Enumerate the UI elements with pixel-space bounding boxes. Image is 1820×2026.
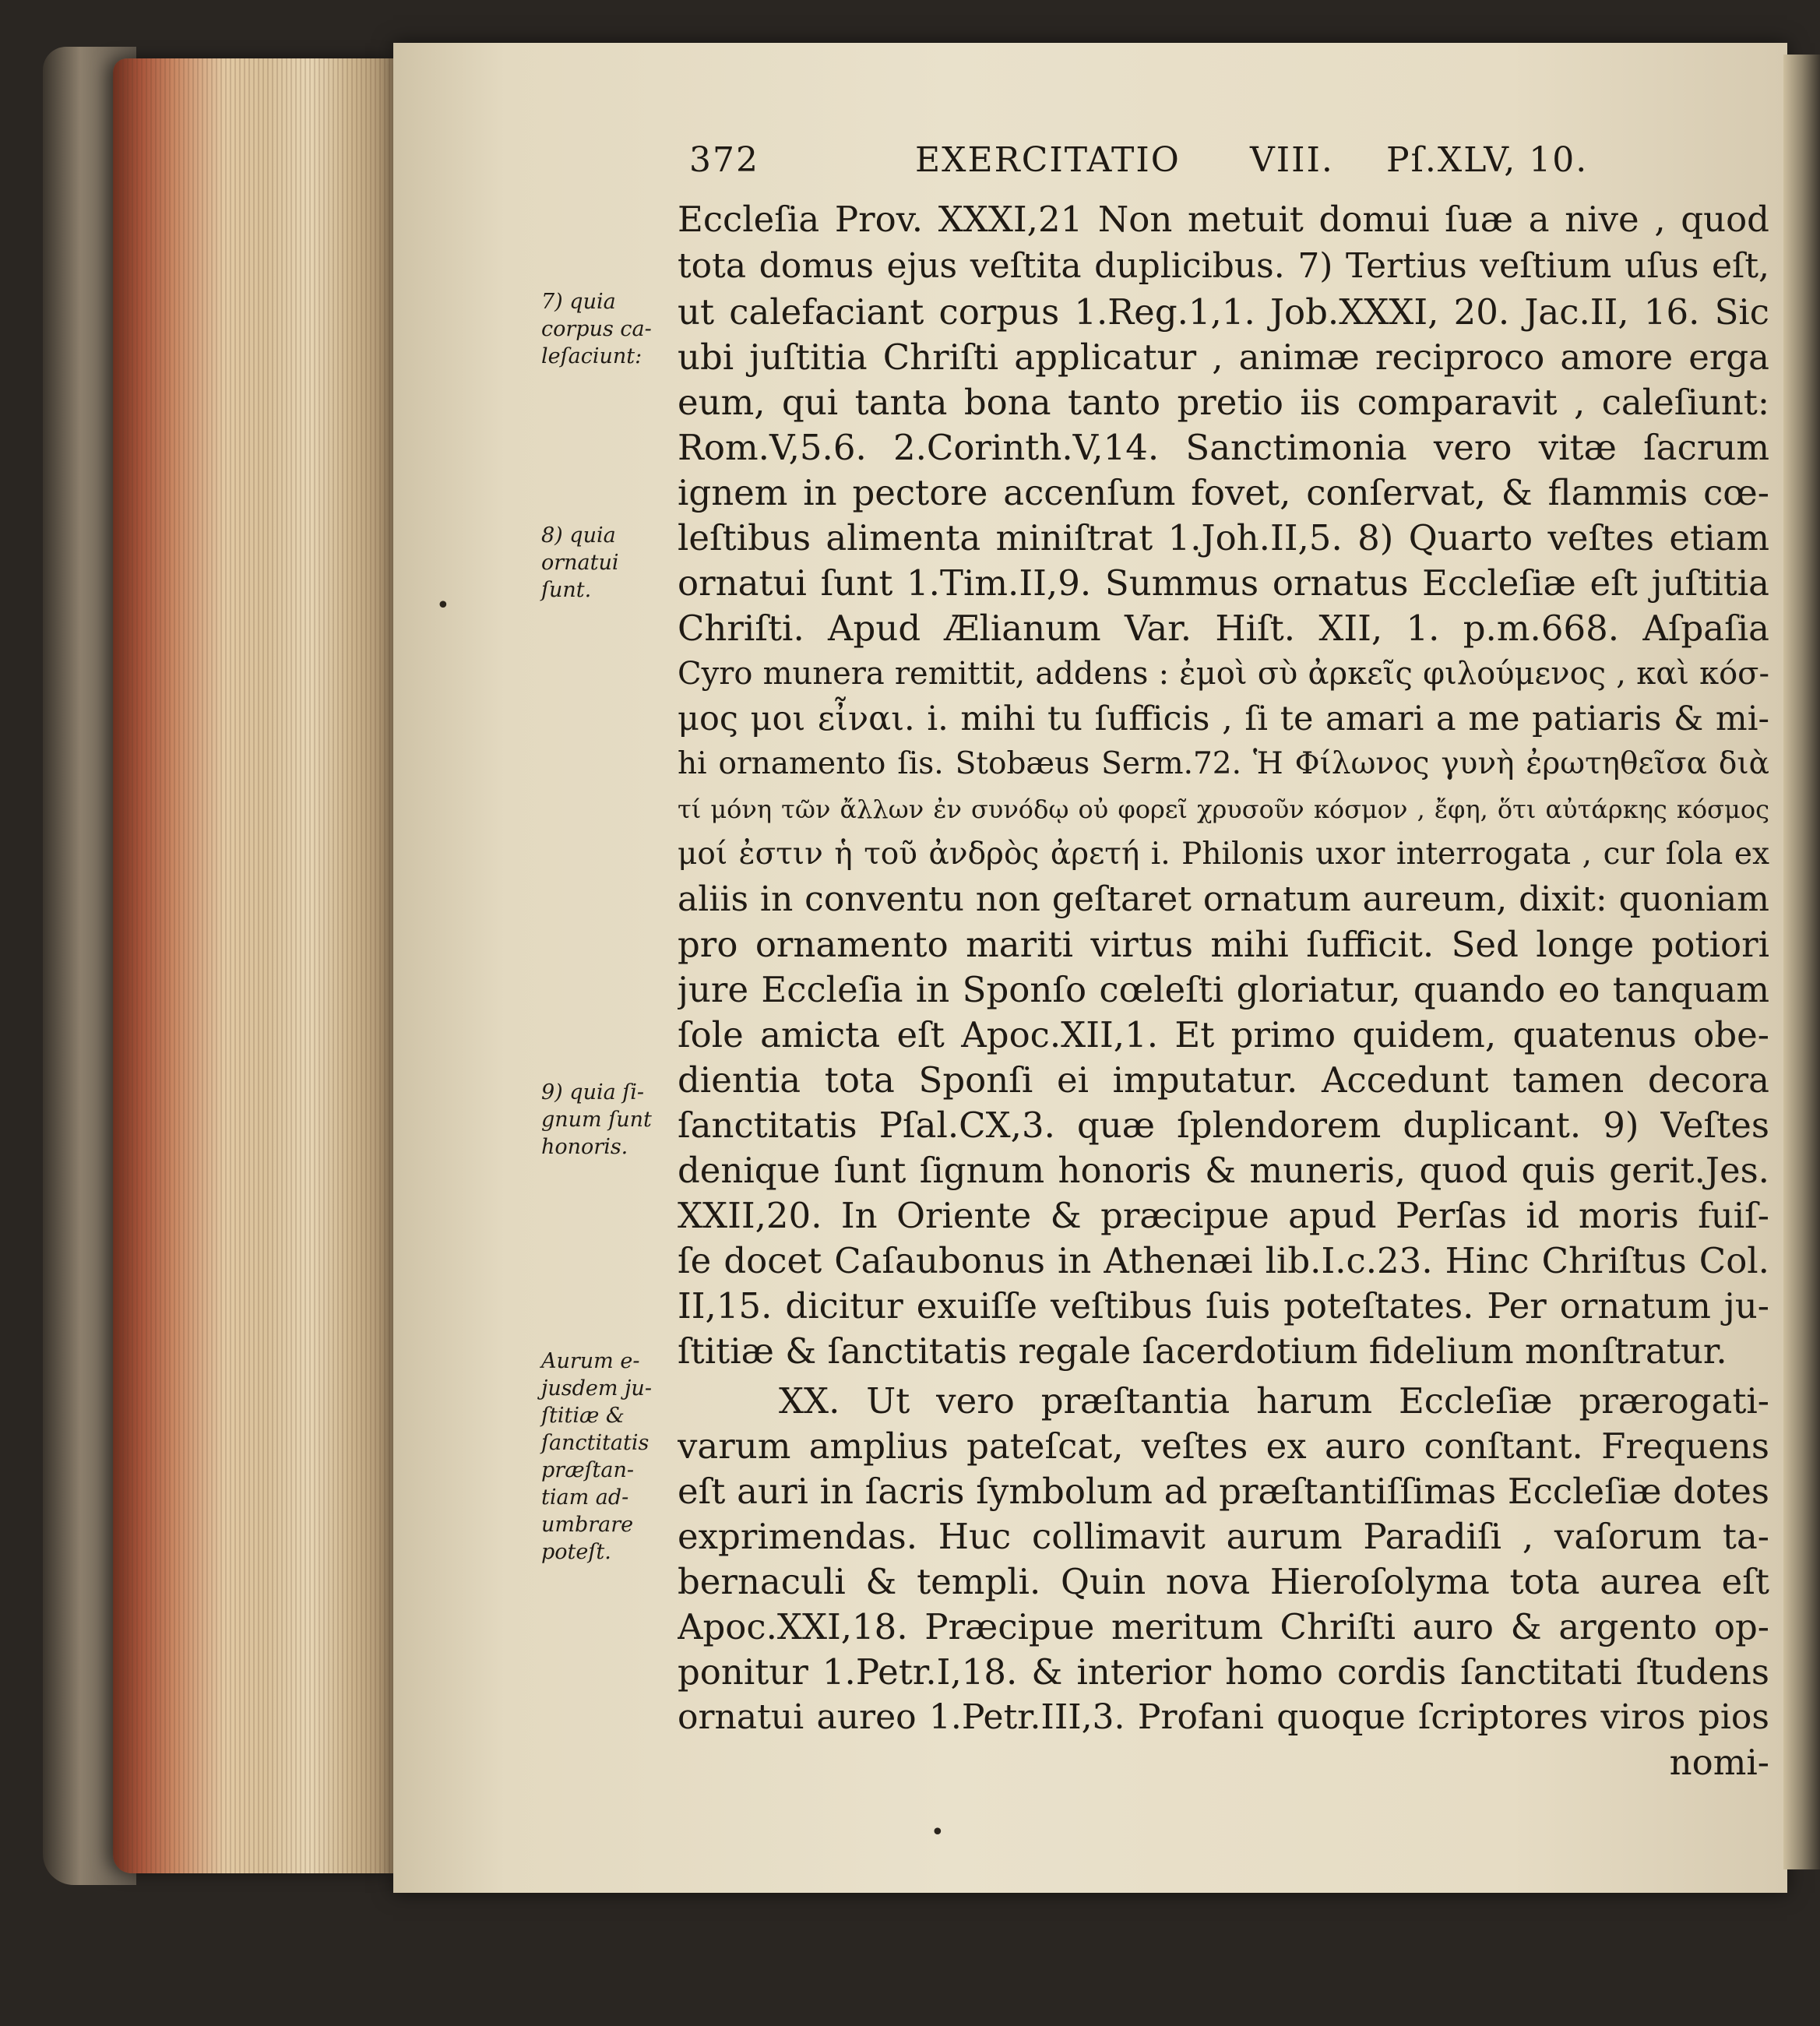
text-line: exprimendas. Huc collimavit aurum Paradiſi , vaſorum ta-	[678, 1516, 1769, 1557]
margin-note-line: præſtan-	[541, 1458, 635, 1482]
margin-note-line: poteſt.	[541, 1540, 611, 1564]
text-line: hi ornamento ſis. Stobæus Serm.72. Ἡ Φίλωνος γυνὴ ἐρωτηθεῖσα διὰ	[678, 746, 1769, 781]
margin-note-line: ornatui	[541, 551, 619, 575]
margin-note-line: 8) quia	[541, 523, 616, 548]
text-line: ut calefaciant corpus 1.Reg.1,1. Job.XXXI, 20. Jac.II, 16. Sic	[678, 291, 1769, 333]
margin-note-7	[541, 288, 670, 370]
margin-note-line: 7) quia	[541, 290, 616, 314]
text-line: dientia tota Sponſi ei imputatur. Accedunt tamen decora	[678, 1059, 1769, 1101]
margin-note-aurum	[541, 1348, 670, 1566]
text-line: ſanctitatis Pſal.CX,3. quæ ſplendorem duplicant. 9) Veſtes	[678, 1105, 1769, 1146]
text-line: ſtitiæ & ſanctitatis regale ſacerdotium fidelium monſtratur.	[678, 1330, 1727, 1372]
margin-note-line: ſanctitatis	[541, 1431, 649, 1455]
text-line: ſe docet Caſaubonus in Athenæi lib.I.c.23. Hinc Chriſtus Col.	[678, 1240, 1769, 1281]
margin-note-line: jusdem ju-	[541, 1376, 652, 1401]
margin-note-9	[541, 1079, 670, 1161]
page-gutter	[1783, 55, 1820, 1869]
catchword: nomi-	[1669, 1742, 1769, 1783]
page-stack-edge	[113, 58, 393, 1873]
psalm-reference: Pſ.XLV, 10.	[1386, 140, 1589, 180]
text-line: ponitur 1.Petr.I,18. & interior homo cordis ſanctitati ſtudens	[678, 1651, 1769, 1693]
margin-note-line: ſtitiæ &	[541, 1404, 625, 1428]
text-line: pro ornamento mariti virtus mihi ſufficit. Sed longe potiori	[678, 924, 1769, 965]
text-line: XXII,20. In Oriente & præcipue apud Perſas id moris fuiſ-	[678, 1195, 1769, 1236]
text-line: ignem in pectore accenſum fovet, conſervat, & flammis cœ-	[678, 472, 1769, 513]
ink-speck: •	[931, 1819, 945, 1846]
text-line: denique ſunt ſignum honoris & muneris, quod quis gerit.Jes.	[678, 1150, 1769, 1191]
text-line: μοί ἐστιν ἡ τοῦ ἀνδρὸς ἀρετή i. Philonis uxor interrogata , cur ſola ex	[678, 837, 1769, 872]
text-line: ornatui ſunt 1.Tim.II,9. Summus ornatus Eccleſiæ eſt juſtitia	[678, 562, 1769, 604]
text-line: bernaculi & templi. Quin nova Hieroſolyma tota aurea eſt	[678, 1561, 1769, 1602]
margin-note-line: tiam ad-	[541, 1485, 629, 1510]
text-line: Apoc.XXI,18. Præcipue meritum Chriſti auro & argento op-	[678, 1606, 1769, 1647]
header-title: EXERCITATIO	[915, 140, 1181, 180]
text-line: ubi juſtitia Chriſti applicatur , animæ reciproco amore erga	[678, 336, 1769, 378]
text-line: eſt auri in ſacris ſymbolum ad præſtantiſſimas Eccleſiæ dotes	[678, 1471, 1769, 1512]
margin-note-line: honoris.	[541, 1135, 628, 1159]
margin-note-8	[541, 522, 670, 604]
text-line: μος μοι εἶναι. i. mihi tu ſufficis , ſi te amari a me patiaris & mi-	[678, 699, 1769, 738]
text-line: Chriſti. Apud Ælianum Var. Hiſt. XII, 1. p.m.668. Aſpaſia	[678, 608, 1769, 649]
text-line: Eccleſia Prov. XXXI,21 Non metuit domui ſuæ a nive , quod	[678, 199, 1769, 240]
text-line: jure Eccleſia in Sponſo cœleſti gloriatur, quando eo tanquam	[678, 969, 1769, 1010]
margin-note-line: umbrare	[541, 1513, 634, 1537]
margin-note-line: Aurum e-	[541, 1349, 640, 1373]
margin-note-line: 9) quia ſi-	[541, 1080, 645, 1105]
text-line: varum amplius pateſcat, veſtes ex auro conſtant. Frequens	[678, 1425, 1769, 1467]
margin-note-line: gnum ſunt	[541, 1108, 652, 1132]
ink-speck: •	[436, 592, 450, 619]
text-line: Cyro munera remittit, addens : ἐμοὶ σὺ ἀρκεῖς φιλούμενος , καὶ κόσ-	[678, 656, 1769, 692]
text-line: II,15. dicitur exuiſſe veſtibus ſuis poteſtates. Per ornatum ju-	[678, 1285, 1769, 1327]
text-line: ſole amicta eſt Apoc.XII,1. Et primo quidem, quatenus obe-	[678, 1014, 1769, 1055]
exercise-number: VIII.	[1250, 140, 1334, 180]
text-line: leſtibus alimenta miniſtrat 1.Joh.II,5. 8) Quarto veſtes etiam	[678, 517, 1769, 558]
text-line: τί μόνη τῶν ἄλλων ἐν συνόδῳ οὐ φορεῖ χρυσοῦν κόσμον , ἔφη, ὅτι αὐτάρκης κόσμος	[678, 795, 1769, 824]
margin-note-line: ſunt.	[541, 578, 592, 602]
running-header	[689, 140, 1780, 187]
page-number: 372	[689, 140, 759, 180]
text-line: eum, qui tanta bona tanto pretio iis comparavit , caleſiunt:	[678, 382, 1769, 423]
section-heading-line: XX. Ut vero præſtantia harum Eccleſiæ prærogati-	[779, 1380, 1769, 1422]
text-line: Rom.V,5.6. 2.Corinth.V,14. Sanctimonia vero vitæ ſacrum	[678, 427, 1769, 468]
margin-note-line: corpus ca-	[541, 317, 652, 341]
text-line: aliis in conventu non geſtaret ornatum aureum, dixit: quoniam	[678, 879, 1769, 919]
text-line: ornatui aureo 1.Petr.III,3. Profani quoque ſcriptores viros pios	[678, 1697, 1769, 1737]
text-line: tota domus ejus veſtita duplicibus. 7) Tertius veſtium uſus eſt,	[678, 246, 1769, 286]
margin-note-line: leſaciunt:	[541, 344, 642, 368]
